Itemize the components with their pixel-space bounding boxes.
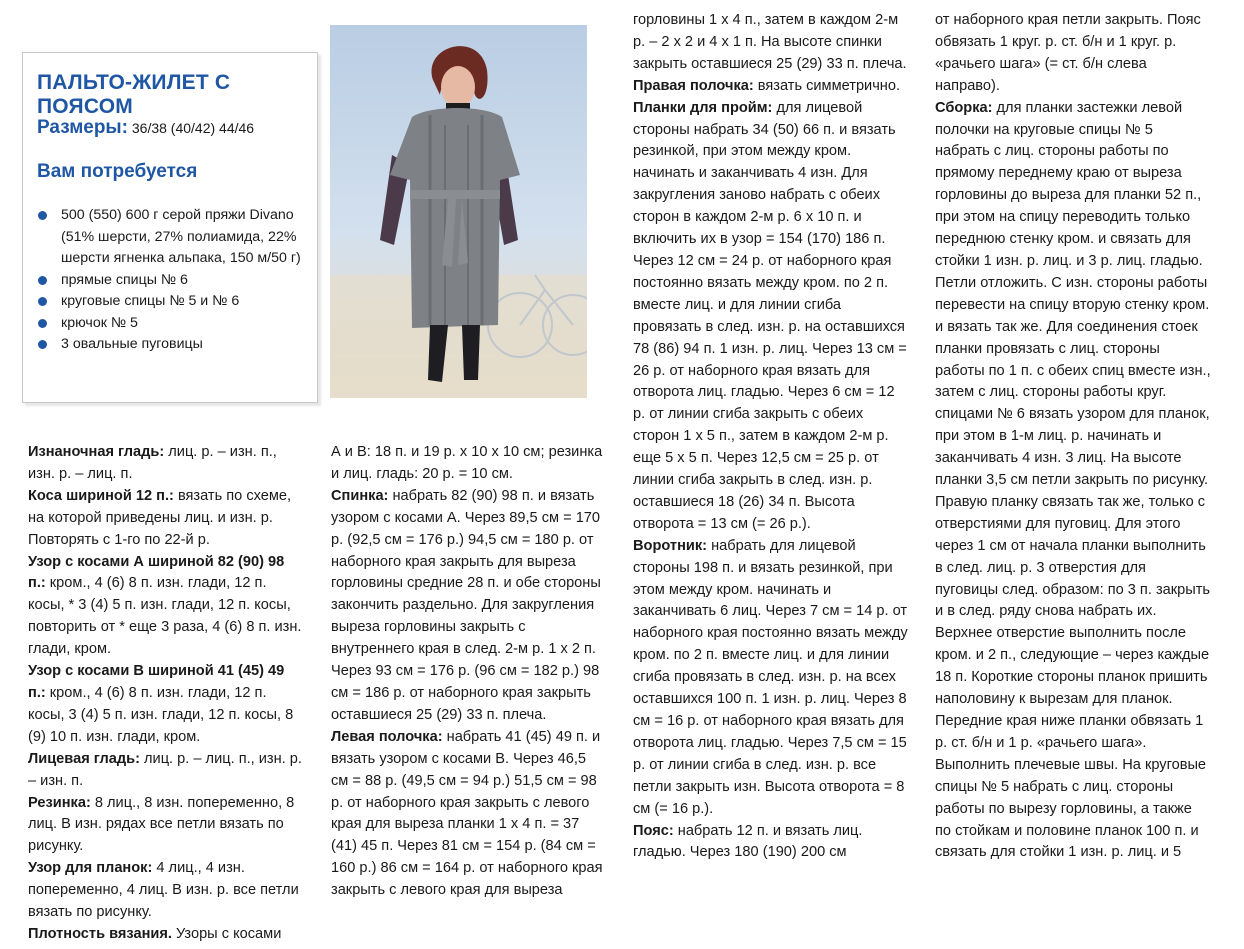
paragraph-heading: Резинка:	[28, 794, 91, 811]
paragraph-body: лиц. р. – изн. п., изн. р. – лиц. п.	[28, 444, 277, 482]
paragraph	[28, 661, 304, 749]
text-column-2	[331, 442, 607, 902]
paragraph-heading: Узор с косами А шириной 82 (90) 98 п.:	[28, 553, 285, 592]
paragraph-body: набрать 12 п. и вязать лиц. гладью. Через 180 (190) 200 см	[633, 822, 863, 861]
paragraph	[633, 821, 909, 865]
model-photo	[330, 25, 587, 398]
paragraph-body: набрать 41 (45) 49 п. и вязать узором с косами В. Через 46,5 см = 88 р. (49,5 см = 94 р.) 51,5 см = 98 р. от наборного края закрыть с левого края для выреза планки 1 х 4 п. = 37 (41) 45 п. Через 81 см = 154 р. (84 см = 160 р.) 86 см = 164 р. от наборного края закрыть с левого края для выреза	[331, 728, 603, 899]
pattern-title: ПАЛЬТО-ЖИЛЕТ С ПОЯСОМ	[37, 71, 231, 118]
paragraph-heading: Воротник:	[633, 537, 708, 554]
paragraph	[633, 98, 909, 536]
paragraph	[28, 486, 304, 552]
paragraph	[28, 793, 304, 859]
material-item: крючок № 5	[37, 313, 309, 335]
text-column-3	[633, 10, 909, 864]
paragraph-body: кром., 4 (6) 8 п. изн. глади, 12 п. косы, 3 (4) 5 п. изн. глади, 12 п. косы, 8 (9) 10 п. изн. глади, кром.	[28, 684, 294, 745]
paragraph	[331, 727, 607, 902]
paragraph	[633, 10, 909, 76]
paragraph	[28, 858, 304, 924]
paragraph-heading: Лицевая гладь:	[28, 750, 140, 767]
paragraph-body: от наборного края петли закрыть. Пояс обвязать 1 круг. р. ст. б/н и 1 круг. р. «рачьего шага» (= ст. б/н слева направо).	[935, 12, 1201, 94]
text-column-4	[935, 10, 1211, 864]
paragraph	[935, 10, 1211, 98]
paragraph-body: набрать 82 (90) 98 п. и вязать узором с косами А. Через 89,5 см = 170 р. (92,5 см = 176 р.) 94,5 см = 180 р. от наборного края закрыть для выреза горловины средние 28 п. и обе стороны закончить раздельно. Для закругления выреза горловины закрыть с внутреннего края в след. 2-м р. 1 х 2 п. Через 93 см = 176 р. (96 см = 182 р.) 98 см = 186 р. от наборного края закрыть оставшиеся 25 (29) 33 п. плеча.	[331, 487, 601, 723]
paragraph-heading: Плотность вязания.	[28, 925, 172, 942]
paragraph-heading: Сборка:	[935, 99, 993, 116]
paragraph-heading: Правая полочка:	[633, 77, 754, 94]
paragraph	[633, 536, 909, 821]
material-item: 500 (550) 600 г серой пряжи Divano (51% шерсти, 27% полиамида, 22% шерсти ягненка альпака, 150 м/50 г)	[37, 205, 309, 270]
paragraph-body: А и В: 18 п. и 19 р. х 10 х 10 см; резинка и лиц. гладь: 20 р. = 10 см.	[331, 444, 603, 482]
paragraph-heading: Коса шириной 12 п.:	[28, 487, 174, 504]
paragraph-body: 8 лиц., 8 изн. попеременно, 8 лиц. В изн. рядах все петли вязать по рисунку.	[28, 794, 295, 855]
material-item: круговые спицы № 5 и № 6	[37, 291, 309, 313]
sizes-label: Размеры:	[37, 117, 128, 138]
pattern-info-box	[22, 52, 318, 403]
paragraph-body: 4 лиц., 4 изн. попеременно, 4 лиц. В изн. р. все петли вязать по рисунку.	[28, 860, 299, 921]
paragraph-heading: Левая полочка:	[331, 728, 443, 745]
paragraph-body: для лицевой стороны набрать 34 (50) 66 п. и вязать резинкой, при этом между кром. начинать и заканчивать 4 изн. Для закругления заново набрать с обеих сторон в каждом 2-м р. 6 х 10 п. и включить их в узор = 154 (170) 186 п. Через 12 см = 24 р. от наборного края постоянно вязать между кром. по 2 п. вместе лиц. и для линии сгиба провязать в след. изн. р. на оставшихся 78 (86) 94 п. 1 изн. р. лиц. Через 13 см = 26 р. от наборного края вязать для отворота лиц. гладью. Через 6 см = 12 р. от линии сгиба закрыть с обеих сторон 1 х 5 п., затем в каждом 2-м р. еще 5 х 5 п. Через 12,5 см = 25 р. от линии сгиба закрыть в след. изн. р. оставшиеся 18 (26) 34 п. Высота отворота = 13 см (= 26 р.).	[633, 99, 907, 532]
paragraph-body: горловины 1 х 4 п., затем в каждом 2-м р. – 2 х 2 и 4 х 1 п. На высоте спинки закрыть оставшиеся 25 (29) 33 п. плеча.	[633, 12, 907, 72]
paragraph	[633, 76, 909, 98]
paragraph-heading: Изнаночная гладь:	[28, 444, 165, 460]
paragraph-heading: Спинка:	[331, 487, 389, 504]
text-column-1	[28, 442, 304, 946]
paragraph	[331, 442, 607, 486]
paragraph	[28, 552, 304, 662]
paragraph-body: для планки застежки левой полочки на круговые спицы № 5 набрать с лиц. стороны работы по прямому переднему краю от выреза горловины до выреза для планки 52 п., при этом на спицу переводить только переднюю стенку кром. и связать для стойки 1 изн. р. лиц. и 3 р. лиц. гладью. Петли отложить. С изн. стороны работы перевести на спицу вторую стенку кром. и вязать так же. Для соединения стоек планки провязать с лиц. стороны работы по 1 п. с обеих спиц вместе изн., затем с лиц. стороны работы круг. спицами № 6 вязать узором для планок, при этом в 1-м лиц. р. начинать и заканчивать 4 изн. 3 лиц. На высоте планки 3,5 см петли закрыть по рисунку. Правую планку связать так же, только с отверстиями для пуговиц. Для этого через 1 см от начала планки выполнить в след. лиц. р. 3 отверстия для пуговицы след. образом: по 3 п. закрыть и в след. ряду снова набрать их. Верхнее отверстие выполнить после кром. и 2 п., следующие – через каждые 18 п. Короткие стороны планок пришить наполовину к вырезам для планок. Передние края ниже планки обвязать 1 р. ст. б/н и 1 р. «рачьего шага». Выполнить плечевые швы. На круговые спицы № 5 набрать с лиц. стороны работы по вырезу горловины, а также по стойкам и половине планок 100 п. и связать для стойки 1 изн. р. лиц. и 5	[935, 99, 1211, 861]
paragraph-body: вязать симметрично.	[753, 77, 901, 94]
paragraph	[935, 98, 1211, 865]
paragraph	[28, 924, 304, 946]
paragraph-heading: Узор для планок:	[28, 860, 153, 877]
paragraph-heading: Узор с косами В шириной 41 (45) 49 п.:	[28, 663, 285, 701]
paragraph-heading: Пояс:	[633, 822, 674, 839]
materials-list	[37, 205, 309, 356]
paragraph-body: набрать для лицевой стороны 198 п. и вязать резинкой, при этом между кром. начинать и заканчивать 6 лиц. Через 7 см = 14 р. от наборного края постоянно вязать между кром. по 2 п. вместе лиц. и для линии сгиба провязать в след. изн. р. на всех оставшихся 100 п. 1 изн. р. лиц. Через 8 см = 16 р. от наборного края вязать для отворота лиц. гладью. Через 7,5 см = 15 р. от линии сгиба в след. изн. р. все петли закрыть изн. Высота отворота = 8 см (= 16 р.).	[633, 537, 908, 817]
materials-heading: Вам потребуется	[37, 161, 198, 182]
paragraph	[28, 749, 304, 793]
paragraph	[331, 486, 607, 727]
paragraph-body: Узоры с косами	[171, 925, 282, 942]
paragraph-body: кром., 4 (6) 8 п. изн. глади, 12 п. косы, * 3 (4) 5 п. изн. глади, 12 п. косы, повторить от * еще 3 раза, 4 (6) 8 п. изн. глади, кром.	[28, 575, 302, 658]
paragraph-body: лиц. р. – лиц. п., изн. р. – изн. п.	[28, 750, 302, 789]
sizes-value: 36/38 (40/42) 44/46	[131, 120, 255, 136]
paragraph-body: вязать по схеме, на которой приведены лиц. и изн. р. Повторять с 1-го по 22-й р.	[28, 487, 292, 548]
material-item: 3 овальные пуговицы	[37, 334, 309, 356]
sizes-line	[37, 117, 254, 139]
material-item: прямые спицы № 6	[37, 270, 309, 292]
paragraph	[28, 442, 304, 486]
paragraph-heading: Планки для пройм:	[633, 99, 773, 116]
